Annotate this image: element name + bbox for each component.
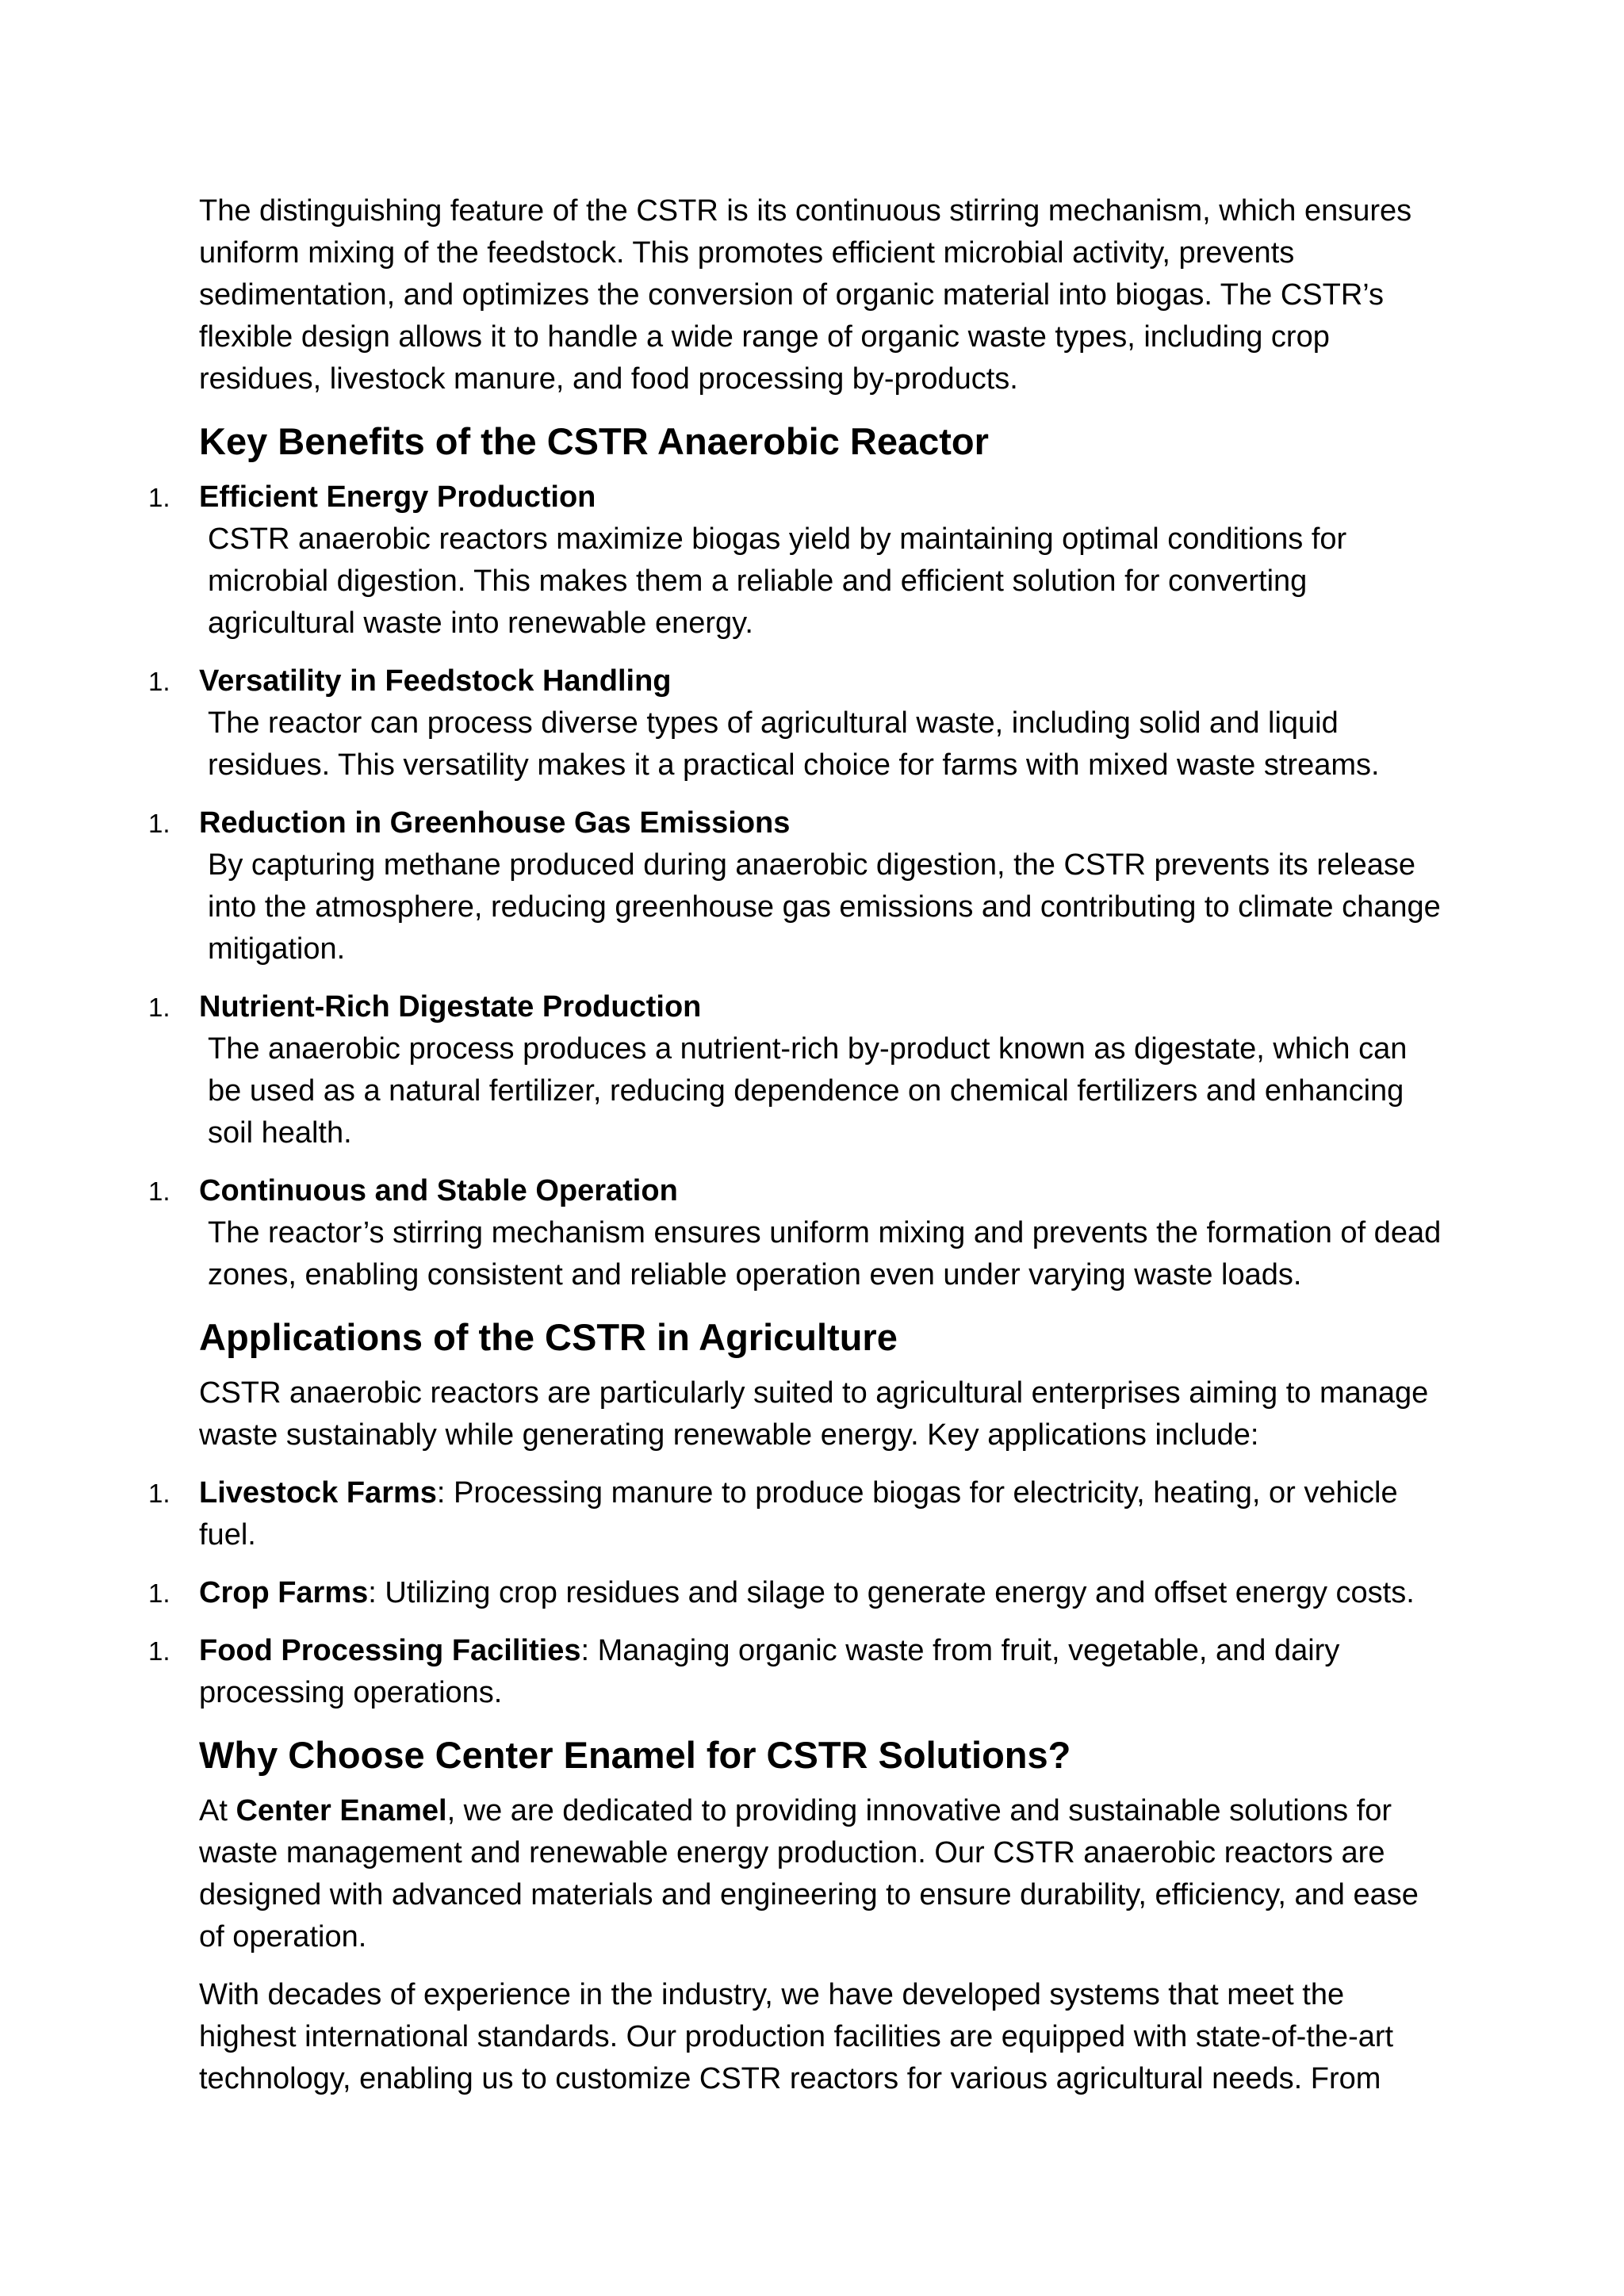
benefit-item	[148, 1170, 1444, 1296]
benefit-description: The reactor can process diverse types of agricultural waste, including solid and liquid residues. This versatility makes it a practical choice for farms with mixed waste streams.	[208, 706, 1380, 782]
application-description: : Processing manure to produce biogas for electricity, heating, or vehicle fuel.	[199, 1476, 1398, 1552]
application-title: Crop Farms	[199, 1576, 369, 1609]
benefit-title: Continuous and Stable Operation	[199, 1174, 678, 1207]
applications-intro: CSTR anaerobic reactors are particularly suited to agricultural enterprises aiming to manage waste sustainably while generating renewable energy. Key applications include:	[199, 1376, 1429, 1452]
application-title: Livestock Farms	[199, 1476, 437, 1510]
benefit-item	[148, 660, 1444, 786]
document-page	[148, 190, 1444, 2116]
benefit-description: CSTR anaerobic reactors maximize biogas yield by maintaining optimal conditions for microbial digestion. This makes them a reliable and efficient solution for converting agricultural waste into renewable energy.	[208, 522, 1347, 640]
benefit-description: The reactor’s stirring mechanism ensures uniform mixing and prevents the formation of dead zones, enabling consistent and reliable operation even under varying waste loads.	[208, 1216, 1442, 1292]
application-item	[148, 1472, 1444, 1556]
benefit-description: The anaerobic process produces a nutrient-rich by-product known as digestate, which can be used as a natural fertilizer, reducing dependence on chemical fertilizers and enhancing soil health.	[208, 1032, 1408, 1150]
list-marker: 1.	[148, 993, 170, 1022]
company-name: Center Enamel	[236, 1794, 447, 1827]
p1-rest: , we are dedicated to providing innovative and sustainable solutions for waste management and renewable energy production. Our CSTR anaerobic reactors are designed with advanced materials and engineering to ensure durability, efficiency, and ease of operation.	[199, 1794, 1419, 1954]
benefit-title: Versatility in Feedstock Handling	[199, 664, 672, 698]
intro-paragraph: The distinguishing feature of the CSTR is its continuous stirring mechanism, which ensures uniform mixing of the feedstock. This promotes efficient microbial activity, prevents sedimentation, and optimizes the conversion of organic material into biogas. The CSTR’s flexible design allows it to handle a wide range of organic waste types, including crop residues, livestock manure, and food processing by-products.	[199, 194, 1412, 396]
why-choose-heading: Why Choose Center Enamel for CSTR Solutions?	[199, 1734, 1071, 1776]
benefit-title: Efficient Energy Production	[199, 480, 596, 514]
list-marker: 1.	[148, 483, 170, 512]
benefit-item	[148, 802, 1444, 970]
list-marker: 1.	[148, 1578, 170, 1608]
p1-prefix: At	[199, 1794, 236, 1827]
why-choose-paragraph-1	[199, 1790, 1444, 1958]
application-description: : Managing organic waste from fruit, vegetable, and dairy processing operations.	[199, 1634, 1340, 1709]
benefit-item	[148, 986, 1444, 1154]
application-description: : Utilizing crop residues and silage to generate energy and offset energy costs.	[368, 1576, 1415, 1609]
list-marker: 1.	[148, 1479, 170, 1508]
benefit-description: By capturing methane produced during anaerobic digestion, the CSTR prevents its release into the atmosphere, reducing greenhouse gas emissions and contributing to climate change mitigation.	[208, 848, 1441, 966]
benefit-title: Reduction in Greenhouse Gas Emissions	[199, 806, 791, 840]
list-marker: 1.	[148, 1177, 170, 1206]
application-title: Food Processing Facilities	[199, 1634, 581, 1667]
list-marker: 1.	[148, 667, 170, 696]
why-choose-paragraph-2: With decades of experience in the industry, we have developed systems that meet the highest international standards. Our production facilities are equipped with state-of-the-art technology, enabling us to customize CSTR reactors for various agricultural needs. From	[199, 1978, 1394, 2095]
benefit-item	[148, 476, 1444, 645]
list-marker: 1.	[148, 809, 170, 838]
benefits-heading: Key Benefits of the CSTR Anaerobic Reactor	[199, 420, 989, 462]
application-item	[148, 1572, 1444, 1614]
application-item	[148, 1630, 1444, 1714]
benefit-title: Nutrient-Rich Digestate Production	[199, 990, 702, 1024]
list-marker: 1.	[148, 1636, 170, 1666]
applications-heading: Applications of the CSTR in Agriculture	[199, 1316, 898, 1358]
